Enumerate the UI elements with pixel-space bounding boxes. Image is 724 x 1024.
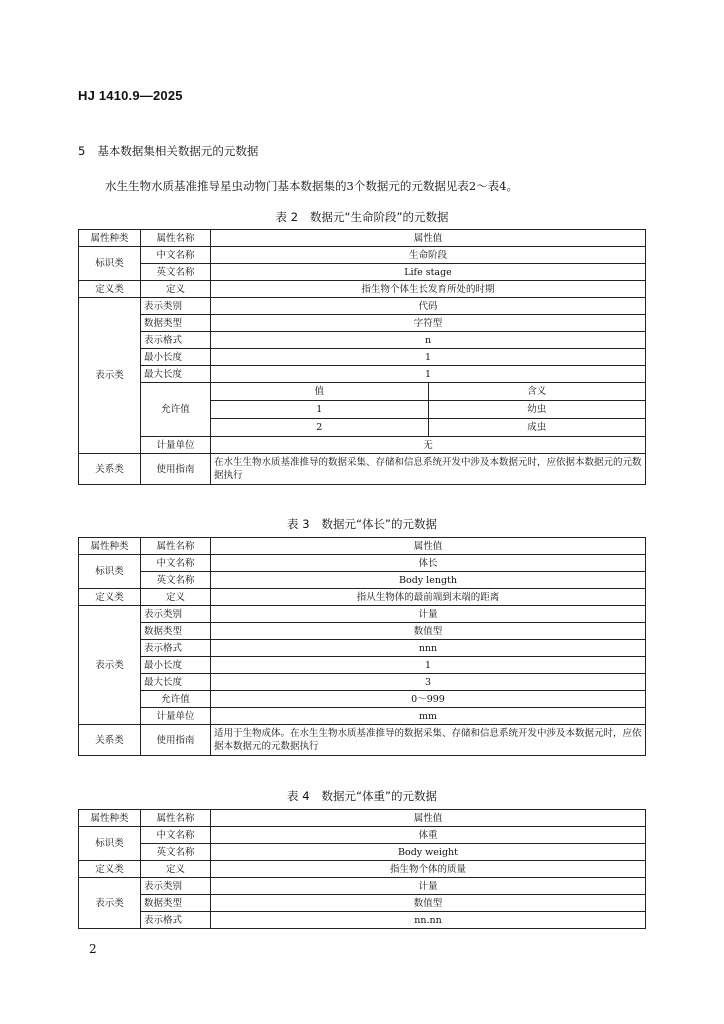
section-heading (78, 143, 258, 159)
allowed-header-meaning: 含义 (428, 383, 645, 401)
allowed-meaning: 成虫 (527, 422, 547, 433)
col-header-name: 属性名称 (141, 230, 211, 247)
col-header-type: 属性种类 (79, 810, 141, 827)
attr-label: 表示类别 (141, 298, 211, 315)
attr-label: 数据类型 (141, 315, 211, 332)
col-header-value: 属性值 (211, 810, 646, 827)
attr-label: 定义 (141, 861, 211, 878)
attr-value: mm (211, 708, 646, 725)
table4-caption (0, 788, 724, 804)
attr-label: 使用指南 (141, 725, 211, 756)
attr-label: 使用指南 (141, 454, 211, 485)
attr-value: 体长 (211, 555, 646, 572)
allowed-values-grid (211, 383, 645, 436)
attr-label: 定义 (141, 281, 211, 298)
attr-label: 中文名称 (141, 555, 211, 572)
attr-label: 最小长度 (141, 657, 211, 674)
col-header-type: 属性种类 (79, 230, 141, 247)
category-representation: 表示类 (79, 878, 141, 929)
table4-caption-number: 表 4 (287, 789, 310, 803)
table4 (78, 809, 646, 929)
attr-value: 计量 (211, 606, 646, 623)
attr-value: Body length (211, 572, 646, 589)
attr-value: nn.nn (211, 912, 646, 929)
attr-label: 计量单位 (141, 437, 211, 454)
category-definition: 定义类 (79, 861, 141, 878)
attr-value: nnn (211, 640, 646, 657)
attr-label: 表示类别 (141, 606, 211, 623)
attr-value: 计量 (211, 878, 646, 895)
category-definition: 定义类 (79, 589, 141, 606)
table2-caption-title: 数据元“生命阶段”的元数据 (310, 210, 449, 224)
category-identification: 标识类 (79, 827, 141, 861)
table3-caption-title: 数据元“体长”的元数据 (321, 517, 437, 531)
attr-value: 指生物个体的质量 (211, 861, 646, 878)
attr-label: 最小长度 (141, 349, 211, 366)
col-header-name: 属性名称 (141, 538, 211, 555)
category-relation: 关系类 (79, 454, 141, 485)
attr-value: 0～999 (211, 691, 646, 708)
table3-caption-number: 表 3 (287, 517, 310, 531)
category-identification: 标识类 (79, 247, 141, 281)
table2-caption-number: 表 2 (275, 210, 299, 224)
attr-value: 指从生物体的最前端到末端的距离 (211, 589, 646, 606)
attr-label: 表示类别 (141, 878, 211, 895)
table4-caption-title: 数据元“体重”的元数据 (321, 789, 437, 803)
attr-value: 体重 (211, 827, 646, 844)
allowed-values-subtable (211, 383, 646, 437)
attr-label: 计量单位 (141, 708, 211, 725)
attr-label: 定义 (141, 589, 211, 606)
attr-label: 允许值 (141, 691, 211, 708)
table2 (78, 229, 646, 485)
standard-number: HJ 1410.9—2025 (78, 88, 183, 103)
col-header-value: 属性值 (211, 538, 646, 555)
attr-value: 1 (211, 657, 646, 674)
attr-label: 表示格式 (141, 332, 211, 349)
category-relation: 关系类 (79, 725, 141, 756)
attr-value: 生命阶段 (211, 247, 646, 264)
table2-caption (0, 209, 724, 225)
attr-value: 数值型 (211, 623, 646, 640)
attr-value: 数值型 (211, 895, 646, 912)
col-header-value: 属性值 (211, 230, 646, 247)
attr-label: 数据类型 (141, 623, 211, 640)
attr-value: n (211, 332, 646, 349)
attr-label: 中文名称 (141, 247, 211, 264)
attr-value: 1 (211, 366, 646, 383)
attr-label: 表示格式 (141, 640, 211, 657)
category-representation: 表示类 (79, 606, 141, 725)
table3-caption (0, 516, 724, 532)
attr-value: 3 (211, 674, 646, 691)
attr-label: 中文名称 (141, 827, 211, 844)
attr-value: 指生物个体生长发育所处的时期 (211, 281, 646, 298)
attr-value: Body weight (211, 844, 646, 861)
col-header-name: 属性名称 (141, 810, 211, 827)
category-definition: 定义类 (79, 281, 141, 298)
attr-value: Life stage (211, 264, 646, 281)
attr-label: 最大长度 (141, 366, 211, 383)
attr-value: 在水生生物水质基准推导的数据采集、存储和信息系统开发中涉及本数据元时，应依据本数据元的元数据执行 (211, 454, 646, 485)
attr-label: 英文名称 (141, 844, 211, 861)
allowed-value: 2 (211, 419, 428, 437)
allowed-meaning: 幼虫 (428, 401, 645, 419)
col-header-type: 属性种类 (79, 538, 141, 555)
attr-label: 允许值 (141, 383, 211, 437)
attr-value: 适用于生物成体。在水生生物水质基准推导的数据采集、存储和信息系统开发中涉及本数据元时，应依据本数据元的元数据执行 (211, 725, 646, 756)
section-title: 基本数据集相关数据元的元数据 (97, 144, 259, 158)
attr-label: 英文名称 (141, 572, 211, 589)
table3 (78, 537, 646, 756)
allowed-header-value: 值 (211, 383, 428, 401)
attr-value: 1 (211, 349, 646, 366)
attr-label: 最大长度 (141, 674, 211, 691)
attr-label: 数据类型 (141, 895, 211, 912)
category-identification: 标识类 (79, 555, 141, 589)
category-representation: 表示类 (79, 298, 141, 454)
attr-value: 代码 (211, 298, 646, 315)
attr-label: 表示格式 (141, 912, 211, 929)
section-number: 5 (78, 144, 86, 158)
intro-paragraph: 水生生物水质基准推导星虫动物门基本数据集的3个数据元的元数据见表2～表4。 (105, 179, 518, 193)
attr-value: 无 (211, 437, 646, 454)
allowed-value: 1 (211, 401, 428, 419)
page-number: 2 (89, 942, 97, 956)
attr-label: 英文名称 (141, 264, 211, 281)
attr-value: 字符型 (211, 315, 646, 332)
